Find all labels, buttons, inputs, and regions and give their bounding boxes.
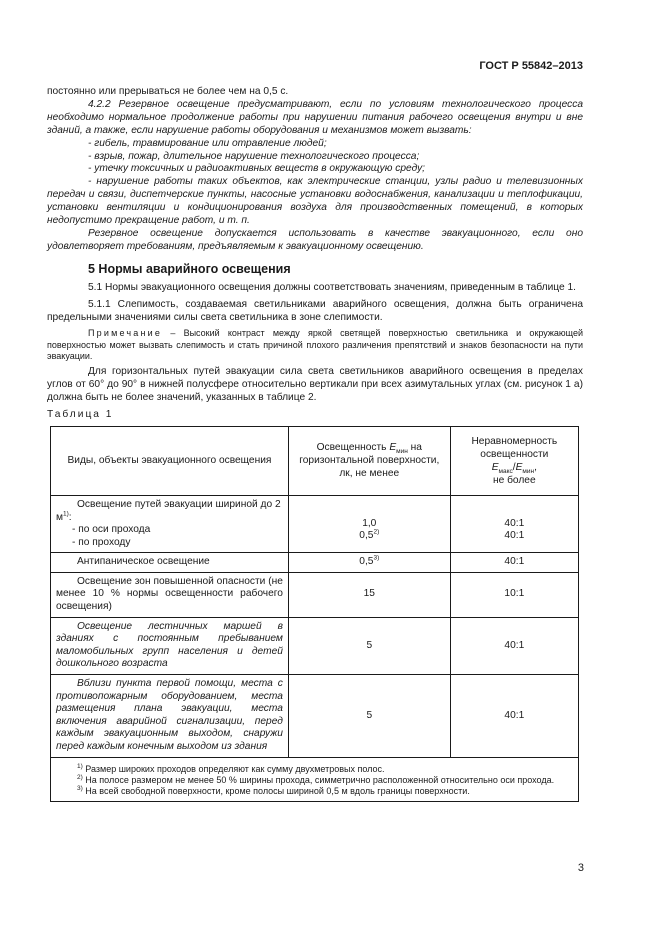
table-cell: 1,0 0,5$^{2)}$	[288, 495, 450, 552]
table-cell: 15	[288, 572, 450, 617]
table-1	[50, 426, 579, 802]
paragraph-continuation: постоянно или прерываться не более чем на 0,5 с.	[47, 86, 289, 97]
paragraph-reserve-lighting: Резервное освещение допускается использовать в качестве эвакуационного, если оно удовлетворяет требованиям, предъявляемым к эвакуационному освещению.	[47, 227, 583, 252]
table-footnotes-row	[51, 757, 579, 801]
page-number: 3	[577, 862, 584, 874]
table-row	[51, 553, 579, 573]
paragraph-5-1: 5.1 Нормы эвакуационного освещения должны соответствовать значениям, приведенным в таблице 1.	[88, 281, 577, 293]
document-code-header: ГОСТ Р 55842–2013	[479, 60, 583, 72]
table-caption: Таблица 1	[47, 409, 114, 421]
list-item: - утечку токсичных и радиоактивных веществ в окружающую среду;	[88, 163, 426, 175]
table-cell: 40:1	[450, 553, 578, 573]
table-cell: Антипаническое освещение	[51, 553, 289, 573]
column-header-uniformity: Неравномерность освещенности $E_{макс}/E_{мин}$, не более	[450, 426, 578, 495]
table-cell: 5	[288, 617, 450, 674]
table-cell: 40:1	[450, 617, 578, 674]
table-row	[51, 495, 579, 552]
table-cell: 10:1	[450, 572, 578, 617]
list-item: - нарушение работы таких объектов, как электрические станции, узлы радио и телевизионных передач и связи, диспетчерские пункты, насосные установки водоснабжения, канализации и теплофикации, установки вентиляции и кондиционирования воздуха для производственных помещений, в которых недопустимо прекращение работ, и т. п.	[47, 176, 583, 227]
column-header-type: Виды, объекты эвакуационного освещения	[51, 426, 289, 495]
table-row	[51, 617, 579, 674]
table-header-row	[51, 426, 579, 495]
footnote-3: $^{3)}$ На всей свободной поверхности, кроме полосы шириной 0,5 м вдоль границы поверхности.	[77, 784, 470, 796]
page-body	[47, 86, 583, 802]
table-cell: Освещение зон повышенной опасности (не менее 10 % нормы освещенности рабочего освещения)	[51, 572, 289, 617]
note-label: Примечание	[88, 328, 163, 339]
table-cell: Освещение лестничных маршей в зданиях с постоянным пребыванием маломобильных групп населения и детей дошкольного возраста	[51, 617, 289, 674]
section-title: 5 Нормы аварийного освещения	[88, 261, 291, 276]
table-footnotes	[51, 757, 579, 801]
table-row	[51, 572, 579, 617]
list-item: - гибель, травмирование или отравление людей;	[88, 137, 327, 149]
paragraph-4-2-2: 4.2.2 Резервное освещение предусматривают, если по условиям технологического процесса необходимо нормальное продолжение работы при нарушении питания рабочего освещения внутри и вне зданий, а также, если нарушение работы оборудования и механизмов может вызвать:	[47, 98, 583, 136]
table-cell: 0,5$^{3)}$	[288, 553, 450, 573]
table-cell: Освещение путей эвакуации шириной до 2 $м^{1)}$: - по оси прохода - по проходу	[51, 495, 289, 552]
paragraph-5-1-1: 5.1.1 Слепимость, создаваемая светильниками аварийного освещения, должна быть ограничена предельными значениями силы света светильника в зоне слепимости.	[47, 298, 583, 323]
note-text: – Высокий контраст между яркой светящей поверхностью светильника и окружающей поверхностью может вызвать слепимость и стать причиной плохого различения препятствий и знаков безопасности на пути эвакуации.	[47, 328, 583, 361]
table-row	[51, 675, 579, 758]
column-header-illuminance: Освещенность $E_{мин}$ на горизонтальной поверхности, лк, не менее	[288, 426, 450, 495]
footnote-2: $^{2)}$ На полосе размером не менее 50 % ширины прохода, симметрично расположенной относительно оси прохода.	[77, 773, 555, 785]
list-item: - взрыв, пожар, длительное нарушение технологического процесса;	[88, 150, 420, 162]
footnote-1: $^{1)}$ Размер широких проходов определяют как сумму двухметровых полос.	[77, 762, 385, 774]
note-paragraph	[47, 328, 583, 362]
table-cell: 5	[288, 675, 450, 758]
table-cell: Вблизи пункта первой помощи, места с противопожарным оборудованием, места размещения плана эвакуации, места включения аварийной сигнализации, перед каждым эвакуационным выходом, снаружи перед каждым конечным выходом из здания	[51, 675, 289, 758]
table-cell: 40:1 40:1	[450, 495, 578, 552]
paragraph-horizontal-paths: Для горизонтальных путей эвакуации сила света светильников аварийного освещения в пределах углов от 60° до 90° в нижней полусфере относительно вертикали при всех азимутальных углах (см. рисунок 1 а) должна быть не более значений, указанных в таблице 2.	[47, 366, 583, 404]
table-cell: 40:1	[450, 675, 578, 758]
